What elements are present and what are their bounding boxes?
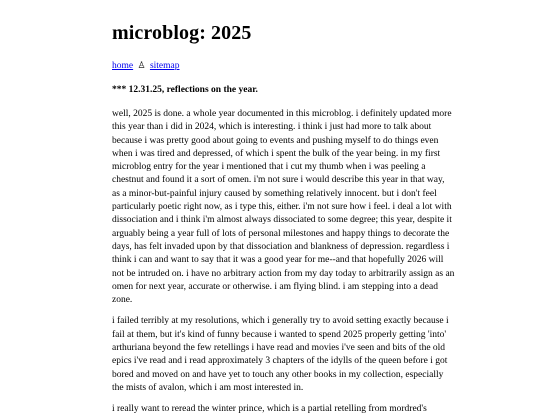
nav-bar	[112, 59, 437, 72]
paragraph-line: because i was pretty good about going to events and pushing myself to do things even	[112, 135, 439, 146]
paragraph-line: omen for next year, accurate or otherwise. i am flying blind. i am stepping into a dead	[112, 281, 438, 292]
paragraph-line: not be intruded on. i have no arbitrary action from my day today to arbitrarily assign as an	[112, 268, 455, 279]
paragraph-line: arguably being a year full of lots of personal milestones and happy things to decorate the	[112, 228, 450, 239]
paragraph-line: particularly poetic right now, as i type this, either. i'm not sure how i feel. i deal a lot with	[112, 202, 452, 213]
entry-heading: *** 12.31.25, reflections on the year.	[112, 85, 258, 95]
paragraph-line: chestnut and found it a sort of omen. i'm not sure i would describe this year in that way,	[112, 175, 445, 186]
pawn-icon: ♙	[137, 60, 146, 70]
entry-paragraph	[112, 315, 449, 395]
paragraph-line: bored and moved on and have yet to touch any other books in my collection, especially	[112, 369, 444, 380]
paragraph-line: well, 2025 is done. a whole year documented in this microblog. i definitely updated more	[112, 109, 452, 119]
home-link[interactable]: home	[112, 61, 134, 71]
paragraph-line: i really want to reread the winter prince, which is a partial retelling from mordred's	[112, 404, 427, 415]
paragraph-line: epics i've read and i read approximately 3 chapters of the idylls of the queen before i got	[112, 356, 448, 367]
entry-paragraph	[112, 403, 437, 416]
paragraph-line: arthuriana beyond the few retellings i have read and movies i've seen and bits of the old	[112, 343, 446, 354]
paragraph-line: fail at them, but it's kind of funny because i wanted to spend 2025 properly getting 'into'	[112, 329, 447, 340]
entry-paragraph	[112, 108, 455, 307]
paragraph-line: think i can and want to say that it was a good year for me--and that hopefully 2026 will	[112, 255, 444, 266]
paragraph-line: when i was tired and depressed, of which i spent the bulk of the year being. in my first	[112, 148, 441, 159]
page-title: microblog: 2025	[112, 22, 252, 44]
paragraph-line: dissociation and i think i'm almost always dissociated to some degree; this year, despite it	[112, 215, 452, 226]
paragraph-line: zone.	[112, 295, 133, 306]
paragraph-line: this year than i did in 2024, which is interesting. i think i just had more to talk about	[112, 122, 432, 133]
paragraph-line: i failed terribly at my resolutions, which i generally try to avoid setting exactly because i	[112, 316, 449, 327]
paragraph-line: days, has felt invaded upon by that dissociation and blankness of depression. regardless i	[112, 241, 450, 252]
paragraph-line: the mists of avalon, which i am most interested in.	[112, 382, 304, 393]
sitemap-link[interactable]: sitemap	[149, 61, 180, 71]
paragraph-line: as a minor-but-painful injury caused by something relatively innocent. but i don't feel	[112, 188, 437, 199]
paragraph-line: microblog entry for the year i mentioned that i cut my thumb when i was peeling a	[112, 162, 426, 173]
main-content	[112, 0, 455, 417]
